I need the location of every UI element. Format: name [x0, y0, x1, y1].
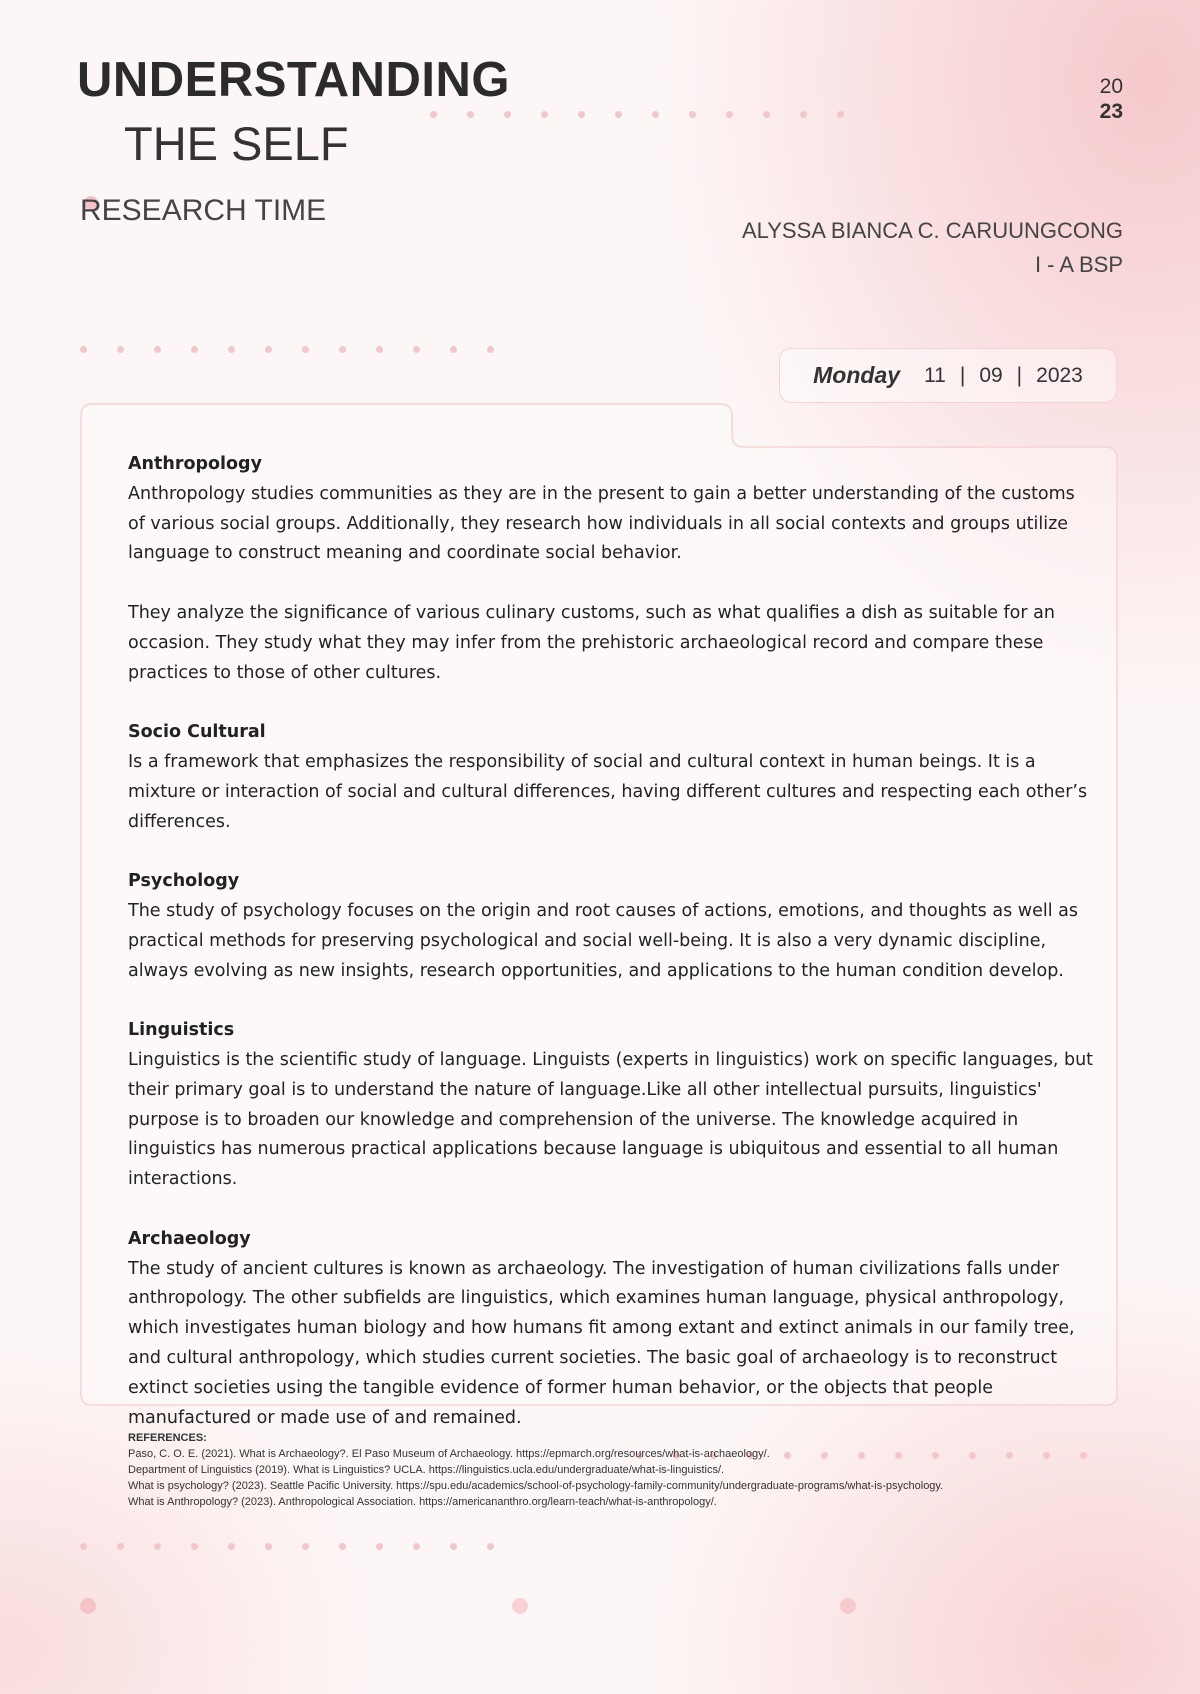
page-title-line2: THE SELF [124, 117, 349, 170]
decorative-dots-top [430, 111, 874, 118]
decorative-circle [840, 1598, 856, 1614]
references-heading: REFERENCES: [128, 1432, 207, 1444]
author-section: I - A BSP [1034, 252, 1123, 277]
year-top: 20 [1099, 75, 1123, 98]
section-socio-cultural [128, 718, 1096, 837]
year-bottom: 23 [1099, 100, 1123, 124]
reference-item: What is Anthropology? (2023). Anthropological Association. https://americananthro.org/learn-teach/what-is-anthropology/. [128, 1496, 717, 1508]
decorative-dots-bottom [80, 1543, 524, 1550]
reference-item: Paso, C. O. E. (2021). What is Archaeology?. El Paso Museum of Archaeology. https://epmarch.org/resources/what-is-archaeology/. [128, 1448, 770, 1460]
page-subtitle: RESEARCH TIME [80, 194, 327, 227]
date-date: 09 [979, 363, 1003, 387]
date-separator: | [1016, 363, 1023, 387]
reference-item: What is psychology? (2023). Seattle Pacific University. https://spu.edu/academics/school-of-psychology-family-community/undergraduate-programs/what-is-psychology. [128, 1480, 944, 1492]
references [128, 1430, 1108, 1510]
section-linguistics [128, 1016, 1096, 1195]
reference-item: Department of Linguistics (2019). What is Linguistics? UCLA. https://linguistics.ucla.edu/undergraduate/what-is-linguistics/. [128, 1464, 725, 1476]
year-label [1100, 74, 1123, 124]
page-title: UNDERSTANDING [77, 53, 510, 107]
section-psychology [128, 867, 1096, 986]
section-paragraph: Anthropology studies communities as they are in the present to gain a better understanding of the customs of various social groups. Additionally, they research how individuals in all social contexts and groups utilize language to construct meaning and coordinate social behavior. [128, 483, 1075, 564]
section-heading: Linguistics [128, 1020, 235, 1041]
section-paragraph: They analyze the significance of various culinary customs, such as what qualifies a dish as suitable for an occasion. They study what they may infer from the prehistoric archaeological record and compare these practices to those of other cultures. [128, 602, 1055, 683]
date-box [779, 348, 1117, 403]
date-day: Monday [813, 362, 901, 388]
section-heading: Socio Cultural [128, 722, 266, 743]
author-name: ALYSSA BIANCA C. CARUUNGCONG [741, 218, 1123, 243]
section-paragraph: Is a framework that emphasizes the responsibility of social and cultural context in human beings. It is a mixture or interaction of social and cultural differences, having different cultures and respecting each other’s differences. [128, 751, 1088, 832]
section-anthropology [128, 450, 1096, 688]
date-month: 11 [924, 363, 946, 387]
date-year: 2023 [1036, 363, 1083, 387]
section-heading: Psychology [128, 871, 240, 892]
content-body [128, 450, 1096, 1463]
section-heading: Archaeology [128, 1228, 251, 1249]
section-paragraph: Linguistics is the scientific study of language. Linguists (experts in linguistics) work on specific languages, but their primary goal is to understand the nature of language.Like all other intellectual pursuits, linguistics' purpose is to broaden our knowledge and comprehension of the universe. The knowledge acquired in linguistics has numerous practical applications because language is ubiquitous and essential to all human interactions. [128, 1049, 1094, 1190]
section-heading: Anthropology [128, 454, 262, 474]
section-paragraph: The study of ancient cultures is known as archaeology. The investigation of human civilizations falls under anthropology. The other subfields are linguistics, which examines human language, physical anthropology, which investigates human biology and how humans fit among extant and extinct animals in our family tree, and cultural anthropology, which studies current societies. The basic goal of archaeology is to reconstruct extinct societies using the tangible evidence of former human behavior, or the objects that people manufactured or made use of and remained. [128, 1258, 1075, 1428]
decorative-circle [80, 1598, 96, 1614]
decorative-circle [512, 1598, 528, 1614]
date-separator: | [959, 363, 966, 387]
author-block [742, 214, 1123, 282]
section-paragraph: The study of psychology focuses on the origin and root causes of actions, emotions, and thoughts as well as practical methods for preserving psychological and social well-being. It is also a very dynamic discipline, always evolving as new insights, research opportunities, and applications to the human condition develop. [128, 900, 1078, 981]
section-archaeology [128, 1225, 1096, 1434]
decorative-dots-left [80, 346, 524, 353]
